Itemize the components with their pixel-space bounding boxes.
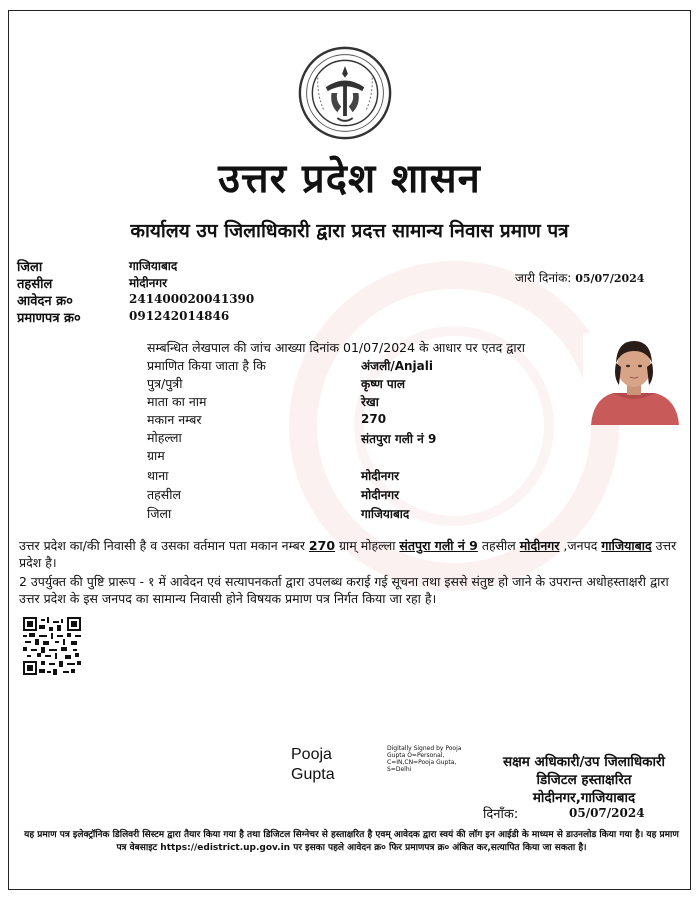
detail-value-parent: कृष्ण पाल <box>361 377 405 391</box>
authority-line-2: डिजिटल हस्ताक्षरित <box>536 772 632 788</box>
detail-value-district: गाजियाबाद <box>361 507 410 521</box>
residence-house: 270 <box>308 538 336 553</box>
confirmation-paragraph: 2 उपर्युक्त की पुष्टि प्रारूप - १ में आवेदन एवं सत्यापनकर्ता द्वारा उपलब्ध कराई गई सूचना तथा इससे संतुष्ट हो जाने के उपरान्त अधोहस्ताक्षरी द्वारा उत्तर प्रदेश के इस जनपद का सामान्य निवासी होने विषयक प्रमाण पत्र निर्गत किया जा रहा है। <box>19 574 669 606</box>
residence-district: गाजियाबाद <box>601 538 652 553</box>
certificate-number-value: 091242014846 <box>129 309 230 323</box>
certificate-number-label: प्रमाणपत्र क्र० <box>17 311 81 326</box>
authority-line-3: मोदीनगर,गाजियाबाद <box>532 790 636 806</box>
signature-detail-line-1: Digitally Signed by Pooja <box>387 745 462 752</box>
signature-date-label: दिनाँक: <box>483 807 519 822</box>
digital-signature-details <box>387 745 487 773</box>
footer-note: यह प्रमाण पत्र इलेक्ट्रॉनिक डिलिवरी सिस्टम द्वारा तैयार किया गया है तथा डिजिटल सिग्नेचर से हस्ताक्षरित है एवम् आवेदक द्वारा स्वयं की लॉग इन आईडी के माध्यम से डाउनलोड किया गया है। यह प्रमाण पत्र वेबसाइट https://edistrict.up.gov.in पर इसका पहले आवेदन क्र० फिर प्रमाणपत्र क्र० अंकित कर,सत्यापित किया जा सकता है। <box>24 830 679 853</box>
application-number-value: 241400020041390 <box>129 292 255 306</box>
residence-text-4: ,जनपद <box>559 538 602 553</box>
detail-label-mother: माता का नाम <box>147 394 207 409</box>
certificate-subtitle: कार्यालय उप जिलाधिकारी द्वारा प्रदत्त सामान्य निवास प्रमाण पत्र <box>130 220 569 242</box>
residence-tehsil: मोदीनगर <box>519 538 560 553</box>
intro-line-1: सम्बन्धित लेखपाल की जांच आख्या दिनांक 01/07/2024 के आधार पर एतद द्वारा <box>147 340 526 355</box>
certificate-page <box>8 10 691 890</box>
residence-text-3: तहसील <box>477 538 520 553</box>
qr-code[interactable] <box>23 617 81 675</box>
digital-signature-name <box>291 745 335 785</box>
district-value: गाजियाबाद <box>129 259 178 273</box>
residence-text-2: ग्राम् मोहल्ला <box>335 538 400 553</box>
signature-detail-line-4: S=Delhi <box>387 766 412 773</box>
residence-paragraph <box>19 537 684 571</box>
signature-date-value: 05/07/2024 <box>569 806 645 820</box>
detail-value-tehsil: मोदीनगर <box>361 488 400 502</box>
district-label: जिला <box>17 260 43 275</box>
applicant-photo <box>583 333 685 425</box>
signature-detail-line-2: Gupta O=Personal, <box>387 752 445 759</box>
application-number-label: आवेदन क्र० <box>17 294 73 309</box>
residence-text-5: उत्तर प्रदेश है। <box>19 538 677 570</box>
signature-name-line-1: Pooja <box>291 746 332 763</box>
detail-value-mohalla: संतपुरा गली नं 9 <box>361 432 437 446</box>
detail-label-mohalla: मोहल्ला <box>147 430 182 445</box>
authority-line-1: सक्षम अधिकारी/उप जिलाधिकारी <box>502 754 666 770</box>
detail-label-parent: पुत्र/पुत्री <box>147 376 183 391</box>
issue-date <box>515 269 644 286</box>
up-govt-emblem-icon <box>297 45 393 141</box>
detail-label-police-station: थाना <box>147 468 169 483</box>
issuing-authority <box>479 753 689 807</box>
residence-mohalla: संतपुरा गली नं 9 <box>399 538 478 553</box>
detail-label-village: ग्राम <box>147 448 165 463</box>
detail-label-district: जिला <box>147 506 172 521</box>
intro-line-2: प्रमाणित किया जाता है कि <box>147 358 266 373</box>
issue-date-value: 05/07/2024 <box>575 272 645 285</box>
detail-value-name: अंजली/Anjali <box>361 359 433 373</box>
detail-value-house-number: 270 <box>361 412 387 426</box>
signature-detail-line-3: C=IN,CN=Pooja Gupta, <box>387 759 457 766</box>
detail-value-mother: रेखा <box>361 395 379 409</box>
tehsil-label: तहसील <box>17 277 53 292</box>
tehsil-value: मोदीनगर <box>129 276 168 290</box>
signature-name-line-2: Gupta <box>291 766 335 783</box>
residence-text-1: उत्तर प्रदेश का/की निवासी है व उसका वर्तमान पता मकान नम्बर <box>19 538 309 553</box>
detail-value-police-station: मोदीनगर <box>361 469 400 483</box>
detail-label-house-number: मकान नम्बर <box>147 412 202 427</box>
issue-date-label: जारी दिनांक: <box>515 271 572 285</box>
detail-label-tehsil: तहसील <box>147 487 181 502</box>
page-title: उत्तर प्रदेश शासन <box>218 156 481 202</box>
